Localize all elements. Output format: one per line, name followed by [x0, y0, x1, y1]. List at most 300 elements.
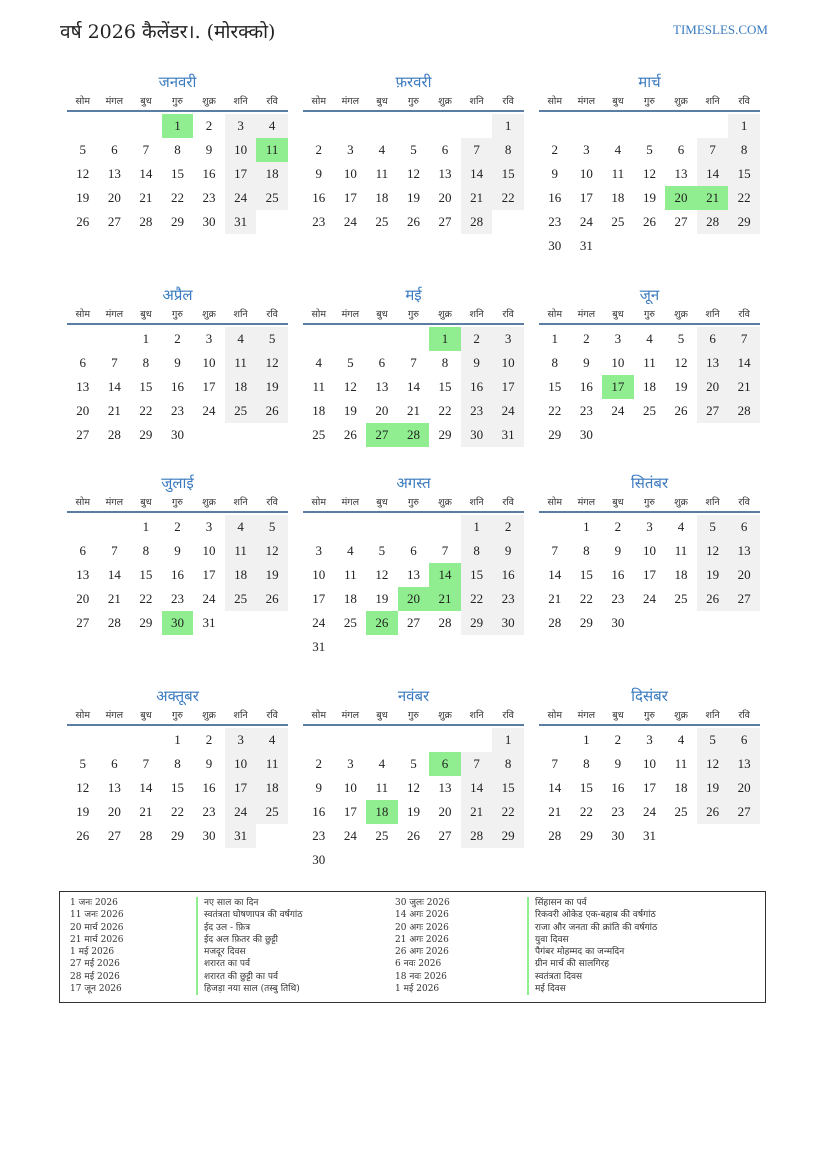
empty-cell [67, 728, 99, 752]
holiday-name: रिकवरी ओकेड एक-बहाब की वर्षगांठ [527, 909, 657, 921]
holiday-name: हिजड़ा नया साल (तस्बु तिथि) [196, 983, 303, 995]
day-cell: 30 [170, 427, 184, 442]
day-cell: 5 [378, 543, 386, 558]
day-cell: 28 [438, 615, 452, 630]
day-cell: 22 [139, 591, 153, 606]
weekday-label: मंगल [105, 96, 124, 107]
day-cell: 31 [492, 423, 524, 447]
day-cell: 20 [76, 591, 90, 606]
weekday-label: सोम [75, 309, 91, 320]
day-cell: 23 [579, 403, 593, 418]
day-cell: 18 [343, 591, 357, 606]
day-cell: 7 [461, 752, 493, 776]
empty-cell [539, 114, 571, 138]
empty-cell [429, 515, 461, 539]
weekday-header [67, 94, 288, 112]
day-cell: 2 [492, 515, 524, 539]
day-cell: 8 [142, 355, 150, 370]
weekday-label: रवि [738, 309, 750, 320]
day-cell: 27 [107, 828, 121, 843]
day-cell: 10 [225, 752, 257, 776]
day-cell: 14 [461, 776, 493, 800]
weekday-label: रवि [502, 309, 514, 320]
day-cell: 17 [343, 804, 357, 819]
day-cell: 2 [205, 732, 213, 747]
day-cell: 16 [202, 780, 216, 795]
weekday-label: शुक्र [438, 309, 452, 320]
empty-cell [335, 515, 367, 539]
day-cell: 27 [438, 214, 452, 229]
day-cell: 15 [170, 780, 184, 795]
day-cell: 28 [548, 615, 562, 630]
holiday-name: मई दिवस [527, 983, 657, 995]
weekday-label: रवि [738, 710, 750, 721]
holiday-name: शरारत का पर्व [196, 958, 303, 970]
day-cell: 4 [677, 519, 685, 534]
month-name: दिसंबर [631, 687, 668, 705]
weekday-label: मंगल [577, 497, 596, 508]
day-cell: 29 [139, 427, 153, 442]
day-cell: 17 [312, 591, 326, 606]
day-cell: 4 [677, 732, 685, 747]
holiday-name: पैगंबर मोहम्मद का जन्मदिन [527, 946, 657, 958]
weekday-header [303, 307, 524, 325]
day-grid [539, 114, 760, 258]
weekday-label: शनि [705, 96, 720, 107]
day-cell: 22 [170, 804, 184, 819]
day-cell: 21 [461, 800, 493, 824]
holiday-date: 21 अगः 2026 [395, 934, 449, 945]
day-cell: 19 [406, 804, 420, 819]
empty-cell [665, 114, 697, 138]
day-cell: 27 [674, 214, 688, 229]
day-cell: 20 [438, 190, 452, 205]
day-grid [303, 515, 524, 659]
holiday-list [59, 891, 766, 1003]
day-cell: 9 [614, 543, 622, 558]
holiday-name: मजदूर दिवस [196, 946, 303, 958]
day-cell: 7 [551, 756, 559, 771]
day-cell: 16 [579, 379, 593, 394]
empty-cell [398, 327, 430, 351]
weekday-header [67, 307, 288, 325]
day-cell: 23 [202, 804, 216, 819]
month-block [67, 471, 288, 635]
day-cell: 1 [429, 327, 461, 351]
weekday-label: सोम [547, 96, 563, 107]
day-cell: 13 [406, 567, 420, 582]
day-cell: 26 [366, 611, 398, 635]
weekday-label: मंगल [341, 710, 360, 721]
weekday-label: शनि [705, 309, 720, 320]
day-cell: 22 [492, 186, 524, 210]
weekday-label: गुरु [171, 497, 183, 508]
empty-cell [67, 114, 99, 138]
empty-cell [366, 515, 398, 539]
day-cell: 10 [642, 756, 656, 771]
day-cell: 28 [398, 423, 430, 447]
weekday-label: शनि [469, 96, 484, 107]
day-cell: 19 [343, 403, 357, 418]
day-cell: 28 [548, 828, 562, 843]
weekday-label: बुध [376, 309, 388, 320]
day-cell: 16 [312, 190, 326, 205]
weekday-label: सोम [311, 710, 327, 721]
day-cell: 9 [461, 351, 493, 375]
day-cell: 30 [492, 611, 524, 635]
day-cell: 4 [315, 355, 323, 370]
day-cell: 8 [441, 355, 449, 370]
day-cell: 2 [315, 756, 323, 771]
day-cell: 21 [107, 591, 121, 606]
weekday-label: बुध [376, 96, 388, 107]
weekday-header [67, 495, 288, 513]
day-cell: 10 [225, 138, 257, 162]
day-cell: 16 [461, 375, 493, 399]
day-cell: 21 [548, 591, 562, 606]
holiday-date: 11 जनः 2026 [70, 910, 124, 921]
day-cell: 30 [579, 427, 593, 442]
site-link[interactable]: TIMESLES.COM [673, 22, 768, 37]
weekday-label: गुरु [171, 96, 183, 107]
day-cell: 8 [461, 539, 493, 563]
day-cell: 28 [139, 214, 153, 229]
day-cell: 17 [202, 567, 216, 582]
weekday-label: बुध [612, 309, 624, 320]
holiday-name: ईद उल - फ़ित्र [196, 922, 303, 934]
weekday-label: गुरु [643, 710, 655, 721]
day-cell: 19 [697, 776, 729, 800]
empty-cell [67, 515, 99, 539]
day-cell: 30 [202, 214, 216, 229]
day-cell: 31 [225, 824, 257, 848]
empty-cell [461, 728, 493, 752]
day-cell: 13 [438, 780, 452, 795]
day-cell: 29 [579, 615, 593, 630]
day-cell: 6 [697, 327, 729, 351]
day-cell: 25 [225, 399, 257, 423]
month-block [539, 70, 760, 258]
day-cell: 6 [79, 355, 87, 370]
holiday-name: राजा और जनता की क्रांति की वर्षगांठ [527, 922, 657, 934]
day-cell: 14 [139, 780, 153, 795]
day-cell: 6 [728, 728, 760, 752]
day-cell: 30 [611, 615, 625, 630]
weekday-label: शुक्र [438, 497, 452, 508]
day-cell: 22 [548, 403, 562, 418]
day-cell: 15 [492, 776, 524, 800]
day-cell: 26 [76, 828, 90, 843]
day-cell: 7 [441, 543, 449, 558]
day-cell: 26 [256, 399, 288, 423]
empty-cell [539, 515, 571, 539]
day-cell: 26 [343, 427, 357, 442]
day-cell: 12 [697, 539, 729, 563]
day-cell: 6 [728, 515, 760, 539]
day-cell: 15 [461, 563, 493, 587]
day-cell: 22 [728, 186, 760, 210]
day-cell: 17 [492, 375, 524, 399]
holiday-dates-left [70, 897, 124, 995]
day-cell: 11 [674, 756, 688, 771]
weekday-label: गुरु [407, 96, 419, 107]
day-cell: 24 [611, 403, 625, 418]
day-cell: 15 [548, 379, 562, 394]
weekday-label: गुरु [171, 710, 183, 721]
day-cell: 10 [202, 355, 216, 370]
day-cell: 31 [202, 615, 216, 630]
day-cell: 5 [697, 515, 729, 539]
weekday-header [303, 708, 524, 726]
empty-cell [398, 515, 430, 539]
day-cell: 8 [174, 142, 181, 157]
day-cell: 29 [139, 615, 153, 630]
day-cell: 9 [174, 355, 181, 370]
day-cell: 23 [461, 399, 493, 423]
month-block [67, 684, 288, 848]
day-cell: 18 [256, 162, 288, 186]
day-cell: 21 [406, 403, 420, 418]
day-cell: 27 [107, 214, 121, 229]
day-cell: 5 [256, 327, 288, 351]
day-cell: 6 [429, 752, 461, 776]
day-cell: 9 [614, 756, 622, 771]
weekday-label: शुक्र [674, 96, 688, 107]
day-cell: 12 [256, 539, 288, 563]
month-name: अगस्त [396, 474, 431, 492]
day-cell: 8 [583, 756, 590, 771]
empty-cell [67, 327, 99, 351]
weekday-label: गुरु [407, 497, 419, 508]
month-name: अक्तूबर [156, 687, 199, 705]
day-cell: 15 [492, 162, 524, 186]
day-cell: 20 [728, 563, 760, 587]
empty-cell [99, 327, 131, 351]
weekday-label: मंगल [341, 309, 360, 320]
day-cell: 21 [697, 186, 729, 210]
day-cell: 18 [611, 190, 625, 205]
day-cell: 6 [378, 355, 386, 370]
day-cell: 3 [614, 331, 622, 346]
day-cell: 16 [492, 563, 524, 587]
day-cell: 5 [410, 142, 417, 157]
weekday-label: मंगल [577, 710, 596, 721]
day-cell: 31 [225, 210, 257, 234]
day-cell: 10 [492, 351, 524, 375]
day-cell: 6 [410, 543, 417, 558]
day-cell: 23 [611, 804, 625, 819]
holiday-date: 1 मई 2026 [395, 984, 440, 995]
day-cell: 9 [492, 539, 524, 563]
day-cell: 12 [375, 567, 389, 582]
weekday-label: सोम [75, 96, 91, 107]
day-cell: 7 [142, 142, 150, 157]
day-cell: 8 [492, 752, 524, 776]
day-cell: 14 [728, 351, 760, 375]
day-cell: 4 [378, 756, 386, 771]
day-cell: 20 [697, 375, 729, 399]
day-cell: 18 [674, 780, 688, 795]
day-cell: 5 [79, 756, 87, 771]
weekday-label: सोम [75, 497, 91, 508]
holiday-date: 1 मई 2026 [70, 947, 115, 958]
empty-cell [366, 327, 398, 351]
day-cell: 13 [728, 539, 760, 563]
weekday-label: सोम [75, 710, 91, 721]
day-cell: 5 [256, 515, 288, 539]
day-cell: 25 [256, 800, 288, 824]
day-cell: 10 [343, 780, 357, 795]
day-cell: 1 [492, 114, 524, 138]
day-cell: 6 [79, 543, 87, 558]
holiday-date: 20 अगः 2026 [395, 922, 449, 933]
weekday-label: रवि [502, 497, 514, 508]
weekday-label: रवि [738, 96, 750, 107]
day-cell: 2 [205, 118, 213, 133]
weekday-label: शनि [233, 96, 248, 107]
day-cell: 12 [697, 752, 729, 776]
month-block [539, 684, 760, 848]
day-cell: 19 [76, 190, 90, 205]
day-cell: 1 [162, 114, 194, 138]
day-cell: 29 [548, 427, 562, 442]
day-cell: 5 [697, 728, 729, 752]
month-name: जुलाई [161, 474, 194, 492]
day-cell: 7 [728, 327, 760, 351]
day-cell: 10 [343, 166, 357, 181]
weekday-label: शनि [469, 710, 484, 721]
day-cell: 22 [579, 591, 593, 606]
day-cell: 17 [225, 776, 257, 800]
day-cell: 24 [343, 828, 357, 843]
day-cell: 30 [611, 828, 625, 843]
day-cell: 9 [315, 780, 323, 795]
day-cell: 2 [461, 327, 493, 351]
day-cell: 14 [461, 162, 493, 186]
weekday-label: गुरु [643, 96, 655, 107]
weekday-label: मंगल [577, 309, 596, 320]
empty-cell [130, 114, 162, 138]
day-cell: 13 [76, 379, 90, 394]
day-cell: 21 [429, 587, 461, 611]
empty-cell [366, 114, 398, 138]
weekday-label: शनि [469, 497, 484, 508]
day-cell: 14 [107, 379, 121, 394]
day-cell: 13 [438, 166, 452, 181]
day-cell: 7 [142, 756, 150, 771]
day-cell: 20 [375, 403, 389, 418]
day-grid [67, 728, 288, 848]
day-cell: 25 [375, 214, 389, 229]
weekday-label: बुध [140, 96, 152, 107]
holiday-date: 20 मार्च 2026 [70, 922, 124, 933]
day-grid [539, 515, 760, 635]
day-cell: 4 [646, 331, 653, 346]
day-cell: 19 [674, 379, 688, 394]
weekday-label: गुरु [407, 710, 419, 721]
weekday-label: मंगल [341, 96, 360, 107]
day-grid [303, 327, 524, 447]
day-cell: 3 [225, 114, 257, 138]
day-cell: 5 [646, 142, 653, 157]
day-cell: 22 [139, 403, 153, 418]
day-cell: 22 [579, 804, 593, 819]
weekday-label: बुध [376, 497, 388, 508]
empty-cell [303, 728, 335, 752]
month-name: जून [639, 286, 660, 304]
weekday-label: रवि [266, 96, 278, 107]
day-cell: 17 [343, 190, 357, 205]
day-cell: 24 [225, 186, 257, 210]
day-cell: 9 [174, 543, 181, 558]
weekday-label: शुक्र [438, 710, 452, 721]
day-cell: 19 [375, 591, 389, 606]
month-block [303, 283, 524, 447]
day-cell: 21 [728, 375, 760, 399]
empty-cell [602, 114, 634, 138]
holiday-name: ईद अल फ़ितर की छुट्टी [196, 934, 303, 946]
weekday-label: शुक्र [674, 710, 688, 721]
day-cell: 25 [611, 214, 625, 229]
weekday-label: मंगल [577, 96, 596, 107]
day-cell: 26 [642, 214, 656, 229]
day-cell: 31 [642, 828, 656, 843]
day-cell: 9 [315, 166, 323, 181]
day-cell: 4 [225, 515, 257, 539]
day-cell: 24 [202, 591, 216, 606]
month-name: मार्च [638, 73, 661, 91]
day-cell: 28 [461, 824, 493, 848]
holiday-name: नए साल का दिन [196, 897, 303, 909]
day-cell: 28 [697, 210, 729, 234]
day-cell: 13 [76, 567, 90, 582]
weekday-label: शुक्र [202, 309, 216, 320]
holiday-date: 28 मई 2026 [70, 971, 120, 982]
day-cell: 2 [315, 142, 323, 157]
weekday-label: शनि [469, 309, 484, 320]
day-cell: 29 [170, 828, 184, 843]
day-cell: 18 [674, 567, 688, 582]
day-cell: 14 [107, 567, 121, 582]
day-cell: 11 [256, 752, 288, 776]
month-name: नवंबर [397, 687, 430, 705]
day-cell: 30 [162, 611, 194, 635]
weekday-label: शुक्र [438, 96, 452, 107]
day-cell: 4 [256, 728, 288, 752]
day-cell: 7 [111, 543, 118, 558]
weekday-label: गुरु [643, 497, 655, 508]
day-cell: 9 [205, 142, 213, 157]
empty-cell [366, 728, 398, 752]
empty-cell [571, 114, 603, 138]
weekday-label: बुध [612, 497, 624, 508]
day-cell: 13 [107, 166, 121, 181]
day-cell: 23 [611, 591, 625, 606]
day-cell: 1 [142, 519, 150, 534]
day-cell: 3 [646, 732, 653, 747]
weekday-label: मंगल [105, 309, 124, 320]
weekday-label: शुक्र [674, 309, 688, 320]
holiday-date: 1 जनः 2026 [70, 898, 118, 908]
day-cell: 10 [579, 166, 593, 181]
holiday-name: युवा दिवस [527, 934, 657, 946]
day-cell: 11 [611, 166, 625, 181]
holiday-names-left [196, 897, 303, 995]
day-cell: 2 [174, 331, 181, 346]
day-cell: 26 [406, 828, 420, 843]
day-cell: 27 [406, 615, 420, 630]
day-cell: 3 [225, 728, 257, 752]
